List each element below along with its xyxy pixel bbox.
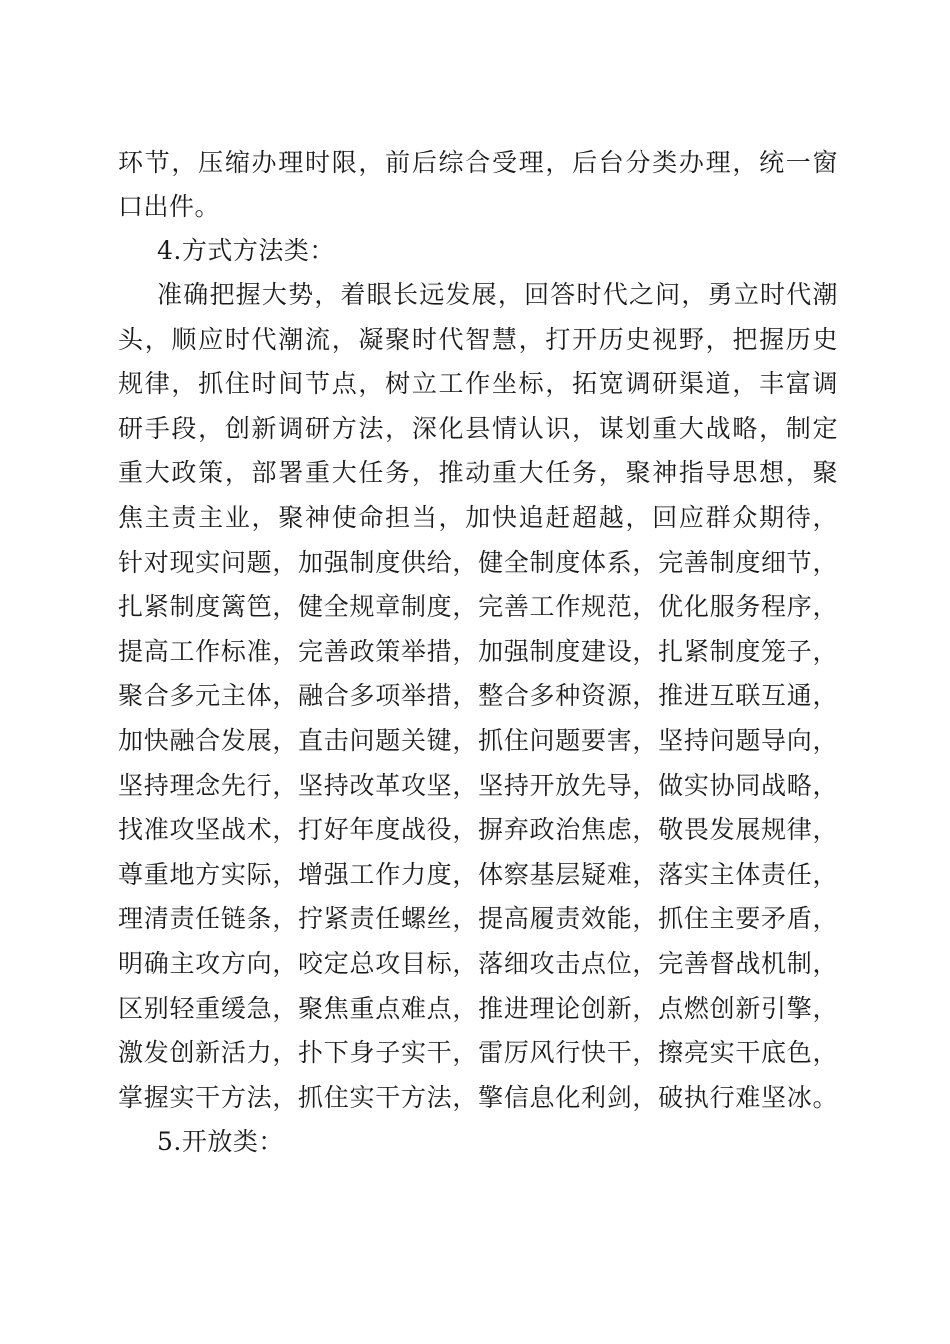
paragraph-line: 激发创新活力，扑下身子实干，雷厉风行快干，擦亮实干底色， [118, 1038, 838, 1067]
paragraph-line: 焦主责主业，聚神使命担当，加快追赶超越，回应群众期待， [118, 503, 838, 532]
section-heading: 5.开放类： [157, 1127, 284, 1156]
paragraph-line: 针对现实问题，加强制度供给，健全制度体系，完善制度细节， [118, 548, 838, 577]
paragraph-line: 规律，抓住时间节点，树立工作坐标，拓宽调研渠道，丰富调 [118, 369, 838, 398]
paragraph-line: 尊重地方实际，增强工作力度，体察基层疑难，落实主体责任， [118, 860, 838, 889]
paragraph-line: 扎紧制度篱笆，健全规章制度，完善工作规范，优化服务程序， [118, 592, 838, 621]
paragraph-line: 研手段，创新调研方法，深化县情认识，谋划重大战略，制定 [118, 414, 838, 443]
paragraph-line: 区别轻重缓急，聚焦重点难点，推进理论创新，点燃创新引擎， [118, 994, 838, 1023]
paragraph-line: 明确主攻方向，咬定总攻目标，落细攻击点位，完善督战机制， [118, 949, 838, 978]
paragraph-line: 头，顺应时代潮流，凝聚时代智慧，打开历史视野，把握历史 [118, 325, 838, 354]
paragraph-line: 聚合多元主体，融合多项举措，整合多种资源，推进互联互通， [118, 681, 838, 710]
paragraph-line: 准确把握大势，着眼长远发展，回答时代之问，勇立时代潮 [157, 280, 838, 309]
paragraph-line: 环节，压缩办理时限，前后综合受理，后台分类办理，统一窗 [118, 148, 838, 177]
paragraph-line: 坚持理念先行，坚持改革攻坚，坚持开放先导，做实协同战略， [118, 771, 838, 800]
paragraph-line: 提高工作标准，完善政策举措，加强制度建设，扎紧制度笼子， [118, 637, 838, 666]
paragraph-line: 掌握实干方法，抓住实干方法，擎信息化利剑，破执行难坚冰。 [118, 1083, 838, 1112]
paragraph-line: 加快融合发展，直击问题关键，抓住问题要害，坚持问题导向， [118, 726, 838, 755]
section-heading: 4.方式方法类： [157, 236, 335, 265]
paragraph-line: 理清责任链条，拧紧责任螺丝，提高履责效能，抓住主要矛盾， [118, 904, 838, 933]
paragraph-line: 重大政策，部署重大任务，推动重大任务，聚神指导思想，聚 [118, 458, 838, 487]
paragraph-line: 找准攻坚战术，打好年度战役，摒弃政治焦虑，敬畏发展规律， [118, 815, 838, 844]
paragraph-line: 口出件。 [118, 192, 221, 221]
